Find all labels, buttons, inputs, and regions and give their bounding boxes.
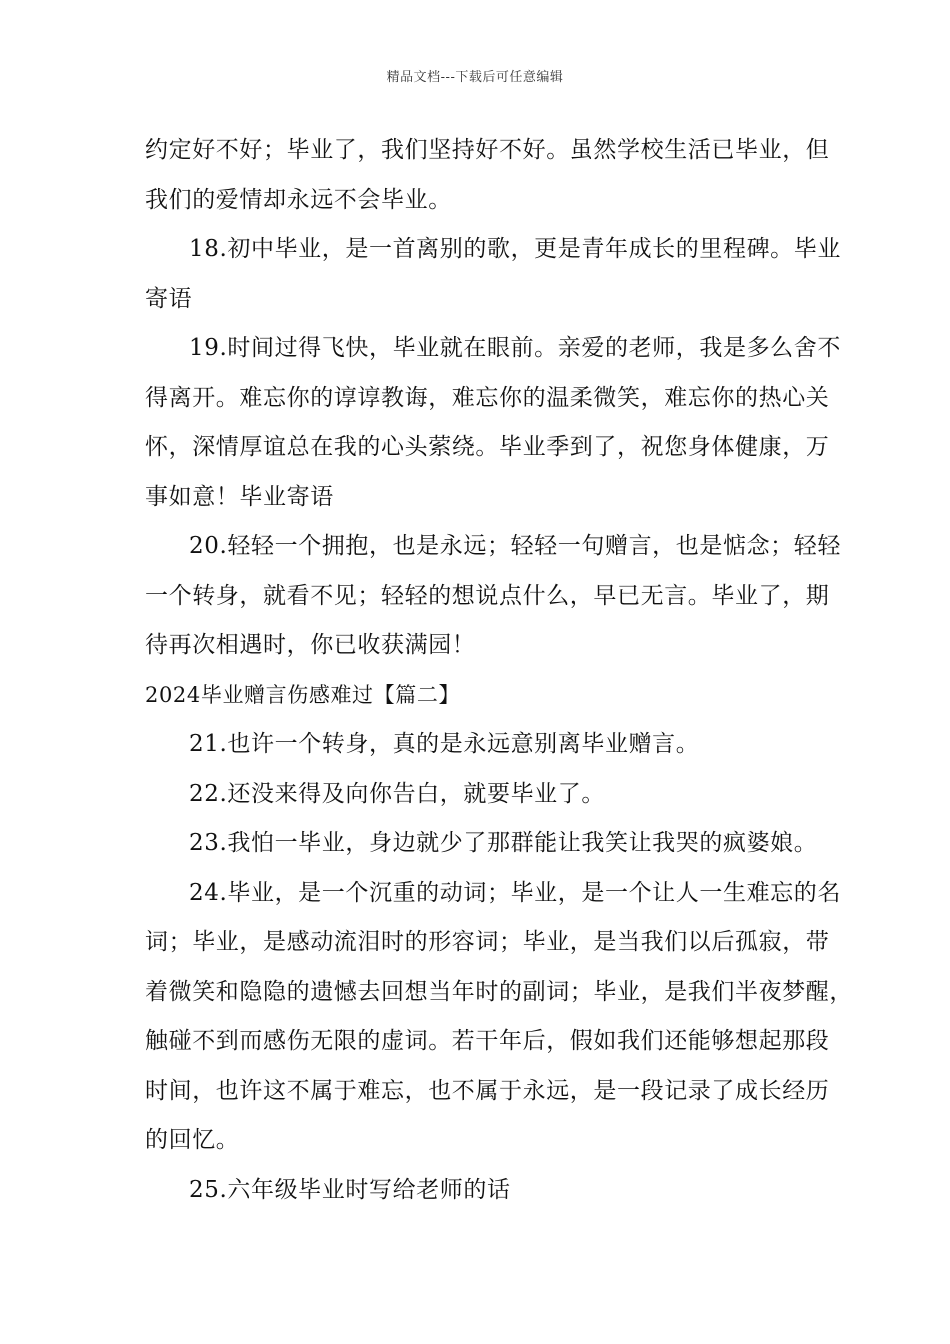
text-line: 触碰不到而感伤无限的虚词。若干年后，假如我们还能够想起那段 xyxy=(145,1028,830,1054)
text-line: 得离开。难忘你的谆谆教诲，难忘你的温柔微笑，难忘你的热心关 xyxy=(145,384,830,411)
text-line: 时间，也许这不属于难忘，也不属于永远，是一段记录了成长经历 xyxy=(145,1077,830,1104)
text-line: 怀，深情厚谊总在我的心头萦绕。毕业季到了，祝您身体健康，万 xyxy=(145,434,830,460)
section-heading: 2024毕业赠言伤感难过【篇二】 xyxy=(145,682,461,707)
text-line: 着微笑和隐隐的遗憾去回想当年时的副词；毕业，是我们半夜梦醒， xyxy=(145,978,853,1005)
text-line: 19.时间过得飞快，毕业就在眼前。亲爱的老师，我是多么舍不 xyxy=(189,335,841,361)
text-line: 词；毕业，是感动流泪时的形容词；毕业，是当我们以后孤寂，带 xyxy=(145,929,830,955)
document-body xyxy=(145,126,853,1215)
text-line: 我们的爱情却永远不会毕业。 xyxy=(145,186,452,213)
text-line: 22.还没来得及向你告白，就要毕业了。 xyxy=(189,780,605,807)
text-line: 25.六年级毕业时写给老师的话 xyxy=(189,1176,511,1203)
text-line: 一个转身，就看不见；轻轻的想说点什么，早已无言。毕业了，期 xyxy=(145,582,830,609)
text-line: 21.也许一个转身，真的是永远意别离毕业赠言。 xyxy=(189,731,700,757)
page-header: 精品文档---下载后可任意编辑 xyxy=(386,70,564,85)
text-line: 20.轻轻一个拥抱，也是永远；轻轻一句赠言，也是惦念；轻轻 xyxy=(189,533,841,559)
text-line: 23.我怕一毕业，身边就少了那群能让我笑让我哭的疯婆娘。 xyxy=(189,830,818,856)
text-line: 事如意！毕业寄语 xyxy=(145,483,334,510)
text-line: 24.毕业，是一个沉重的动词；毕业，是一个让人一生难忘的名 xyxy=(189,879,841,906)
text-line: 约定好不好；毕业了，我们坚持好不好。虽然学校生活已毕业，但 xyxy=(145,137,830,163)
text-line: 的回忆。 xyxy=(145,1127,240,1153)
text-line: 寄语 xyxy=(145,285,193,312)
text-line: 待再次相遇时，你已收获满园！ xyxy=(145,632,476,658)
text-line: 18.初中毕业，是一首离别的歌，更是青年成长的里程碑。毕业 xyxy=(189,236,841,262)
